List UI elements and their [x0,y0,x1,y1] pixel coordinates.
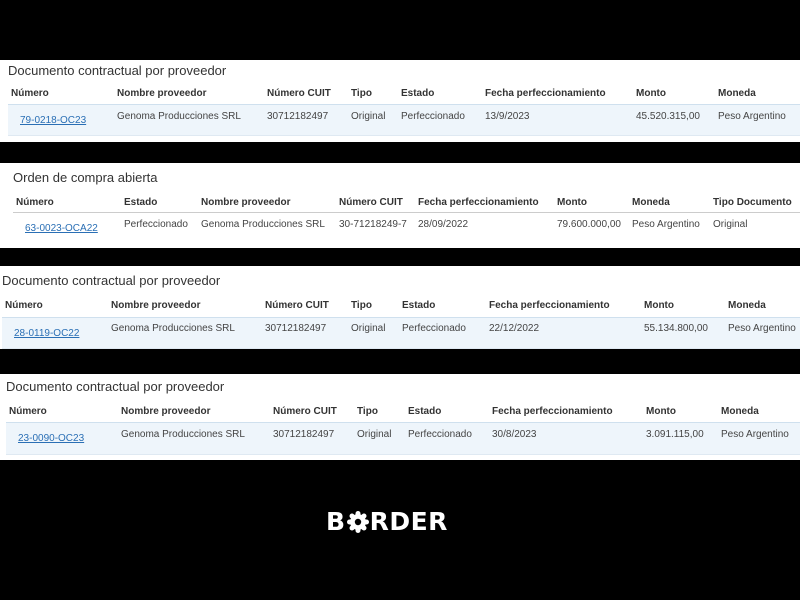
column-header-estado: Estado [401,88,435,99]
gear-icon [347,511,369,533]
column-header-tipo-documento: Tipo Documento [713,197,792,208]
column-header-tipo: Tipo [357,406,378,417]
cell-fecha: 30/8/2023 [492,429,537,440]
cell-nombre-proveedor: Genoma Producciones SRL [117,111,241,122]
column-header-monto: Monto [557,197,587,208]
cell-nombre-proveedor: Genoma Producciones SRL [121,429,245,440]
cell-fecha: 28/09/2022 [418,219,469,230]
border-logo [326,507,448,536]
column-header-numero-cuit: Número CUIT [273,406,337,417]
cell-moneda: Peso Argentino [718,111,786,122]
cell-tipo: Original [357,429,392,440]
row-divider [13,212,800,213]
column-header-numero: Número [5,300,43,311]
document-number-link[interactable]: 23-0090-OC23 [18,433,85,444]
record-panel-2 [0,163,800,248]
cell-monto: 3.091.115,00 [646,429,704,440]
cell-moneda: Peso Argentino [721,429,789,440]
cell-tipo-documento: Original [713,219,748,230]
column-header-monto: Monto [646,406,676,417]
cell-tipo: Original [351,111,386,122]
panel-title: Documento contractual por proveedor [8,63,227,78]
column-header-numero-cuit: Número CUIT [265,300,329,311]
column-header-nombre-proveedor: Nombre proveedor [121,406,211,417]
column-header-estado: Estado [408,406,442,417]
column-header-numero: Número [9,406,47,417]
cell-fecha: 22/12/2022 [489,323,540,334]
cell-monto: 45.520.315,00 [636,111,700,122]
column-header-tipo: Tipo [351,88,372,99]
column-header-moneda: Moneda [728,300,766,311]
cell-numero-cuit: 30712182497 [267,111,329,122]
column-header-numero: Número [16,197,54,208]
cell-moneda: Peso Argentino [632,219,700,230]
cell-estado: Perfeccionado [408,429,472,440]
column-header-fecha: Fecha perfeccionamiento [489,300,610,311]
column-header-nombre-proveedor: Nombre proveedor [111,300,201,311]
column-header-nombre-proveedor: Nombre proveedor [201,197,291,208]
document-number-link[interactable]: 63-0023-OCA22 [25,223,98,234]
panel-title: Documento contractual por proveedor [2,273,221,288]
column-header-tipo: Tipo [351,300,372,311]
column-header-numero: Número [11,88,49,99]
column-header-moneda: Moneda [718,88,756,99]
cell-monto: 55.134.800,00 [644,323,708,334]
column-header-moneda: Moneda [721,406,759,417]
document-number-link[interactable]: 79-0218-OC23 [20,115,87,126]
cell-numero-cuit: 30712182497 [273,429,335,440]
cell-nombre-proveedor: Genoma Producciones SRL [111,323,235,334]
cell-tipo: Original [351,323,386,334]
column-header-fecha: Fecha perfeccionamiento [492,406,613,417]
cell-fecha: 13/9/2023 [485,111,530,122]
panel-title: Documento contractual por proveedor [6,379,225,394]
column-header-monto: Monto [644,300,674,311]
column-header-estado: Estado [124,197,158,208]
cell-numero-cuit: 30-71218249-7 [339,219,407,230]
column-header-nombre-proveedor: Nombre proveedor [117,88,207,99]
cell-estado: Perfeccionado [124,219,188,230]
cell-numero-cuit: 30712182497 [265,323,327,334]
document-number-link[interactable]: 28-0119-OC22 [14,328,80,339]
column-header-monto: Monto [636,88,666,99]
panel-title: Orden de compra abierta [13,170,158,185]
logo-text-start: B [326,507,346,536]
cell-estado: Perfeccionado [402,323,466,334]
record-panel-3 [0,266,800,349]
column-header-moneda: Moneda [632,197,670,208]
column-header-fecha: Fecha perfeccionamiento [418,197,539,208]
cell-moneda: Peso Argentino [728,323,796,334]
record-panel-1 [0,60,800,142]
cell-nombre-proveedor: Genoma Producciones SRL [201,219,325,230]
column-header-fecha: Fecha perfeccionamiento [485,88,606,99]
cell-estado: Perfeccionado [401,111,465,122]
cell-monto: 79.600.000,00 [557,219,621,230]
column-header-numero-cuit: Número CUIT [339,197,403,208]
record-panel-4 [0,374,800,460]
column-header-numero-cuit: Número CUIT [267,88,331,99]
column-header-estado: Estado [402,300,436,311]
logo-text-end: RDER [369,507,448,536]
